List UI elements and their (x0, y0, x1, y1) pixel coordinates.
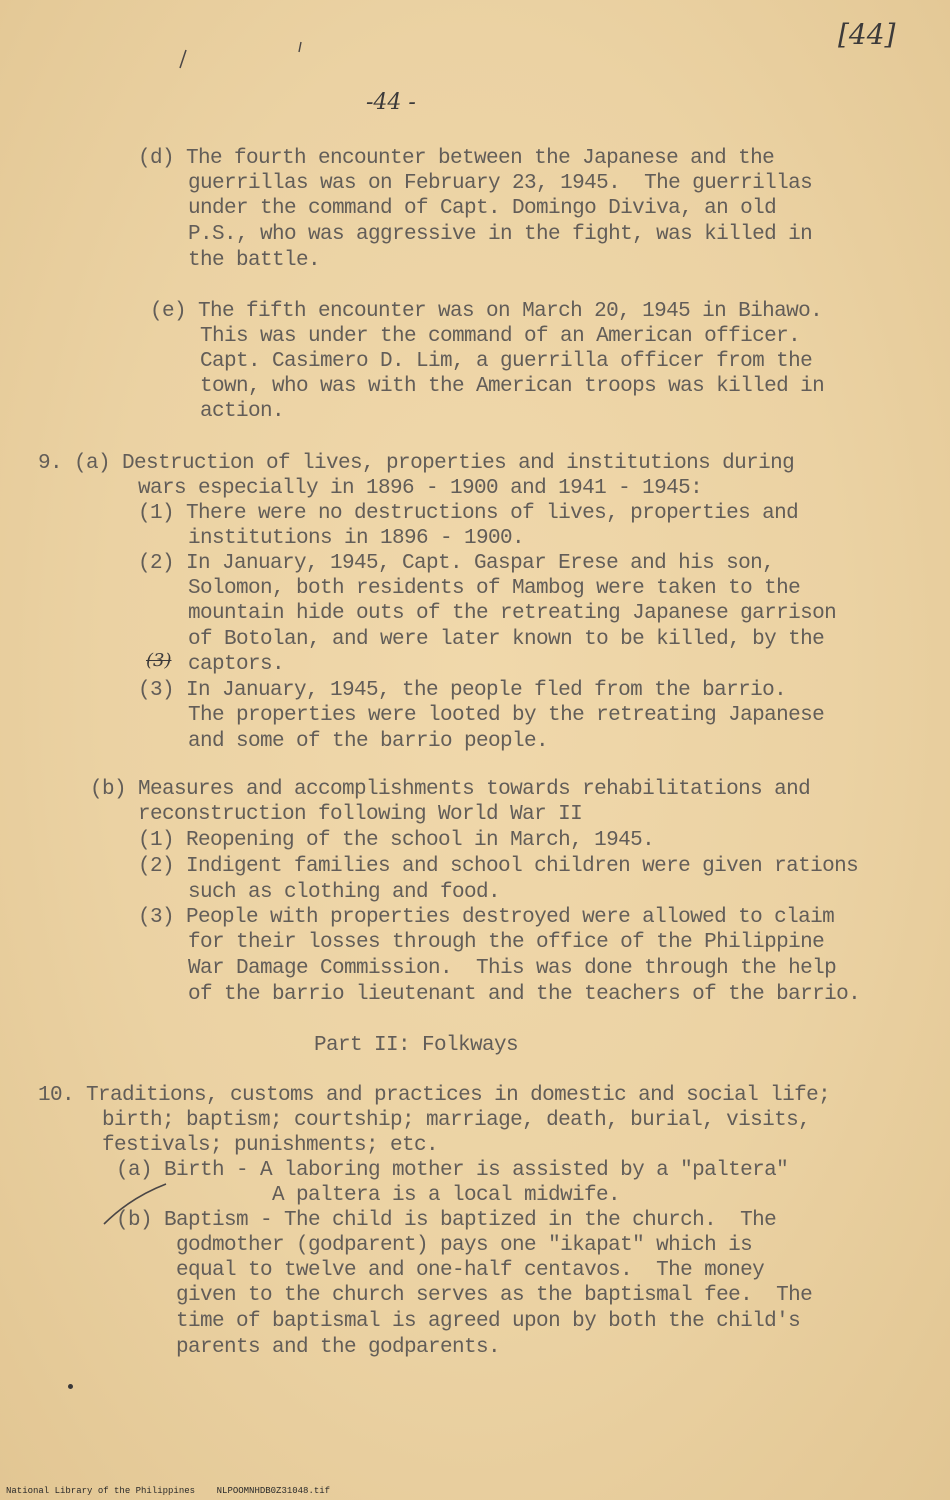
text-line: under the command of Capt. Domingo Diviva, an old (188, 197, 777, 220)
text-line: reconstruction following World War II (138, 803, 583, 826)
text-line: for their losses through the office of the Philippine (188, 931, 825, 954)
text-line: given to the church serves as the baptismal fee. The (176, 1284, 813, 1307)
text-line: (2) Indigent families and school children were given rations (138, 855, 859, 878)
text-line: captors. (188, 653, 285, 676)
text-line: guerrillas was on February 23, 1945. The guerrillas (188, 172, 813, 195)
text-line: This was under the command of an American officer. (200, 325, 801, 348)
footer-library: National Library of the Philippines (6, 1486, 196, 1496)
pen-stroke-mark (176, 48, 190, 70)
text-line: P.S., who was aggressive in the fight, was killed in (188, 223, 813, 246)
part-title: Part II: Folkways (314, 1034, 519, 1057)
text-line: The properties were looted by the retreating Japanese (188, 704, 825, 727)
section-heading: (b) Measures and accomplishments towards rehabilitations and (90, 778, 811, 801)
text-line: birth; baptism; courtship; marriage, death, burial, visits, (102, 1109, 811, 1132)
ink-dot (68, 1384, 73, 1389)
corner-page-reference: [44] (838, 18, 896, 51)
text-line: (b) Baptism - The child is baptized in the church. The (116, 1209, 777, 1232)
text-line: (1) Reopening of the school in March, 1945. (138, 829, 655, 852)
section-heading: 9. (a) Destruction of lives, properties and institutions during (38, 452, 795, 475)
text-line: such as clothing and food. (188, 881, 501, 904)
text-line: A paltera is a local midwife. (272, 1184, 621, 1207)
text-line: of the barrio lieutenant and the teachers of the barrio. (188, 983, 861, 1006)
text-line: institutions in 1896 - 1900. (188, 527, 525, 550)
text-line: of Botolan, and were later known to be killed, by the (188, 628, 825, 651)
section-heading: 10. Traditions, customs and practices in domestic and social life; (38, 1084, 831, 1107)
text-line: (1) There were no destructions of lives, properties and (138, 502, 799, 525)
struck-number-mark: (3) (146, 650, 172, 671)
text-line: (d) The fourth encounter between the Japanese and the (138, 147, 775, 170)
footer-filename: NLPOOMNHDB0Z31048.tif (216, 1486, 331, 1496)
text-line: festivals; punishments; etc. (102, 1134, 439, 1157)
text-line: Solomon, both residents of Mambog were taken to the (188, 577, 801, 600)
text-line: Capt. Casimero D. Lim, a guerrilla officer from the (200, 350, 813, 373)
text-line: parents and the godparents. (176, 1336, 501, 1359)
text-line: (e) The fifth encounter was on March 20, 1945 in Bihawo. (150, 300, 823, 323)
text-line: War Damage Commission. This was done through the help (188, 957, 837, 980)
text-line: wars especially in 1896 - 1900 and 1941 - 1945: (138, 477, 703, 500)
text-line: action. (200, 400, 285, 423)
text-line: the battle. (188, 249, 321, 272)
text-line: (a) Birth - A laboring mother is assisted by a "paltera" (116, 1159, 789, 1182)
text-line: mountain hide outs of the retreating Japanese garrison (188, 602, 837, 625)
text-line: (3) In January, 1945, the people fled from the barrio. (138, 679, 787, 702)
scan-footer (6, 1486, 330, 1496)
pen-stroke-mark (296, 40, 304, 54)
text-line: and some of the barrio people. (188, 730, 549, 753)
page-number: -44 - (366, 90, 416, 115)
text-line: town, who was with the American troops was killed in (200, 375, 825, 398)
text-line: godmother (godparent) pays one "ikapat" which is (176, 1234, 753, 1257)
text-line: time of baptismal is agreed upon by both the child's (176, 1310, 801, 1333)
text-line: (3) People with properties destroyed were allowed to claim (138, 906, 835, 929)
text-line: (2) In January, 1945, Capt. Gaspar Erese and his son, (138, 552, 775, 575)
text-line: equal to twelve and one-half centavos. The money (176, 1259, 765, 1282)
